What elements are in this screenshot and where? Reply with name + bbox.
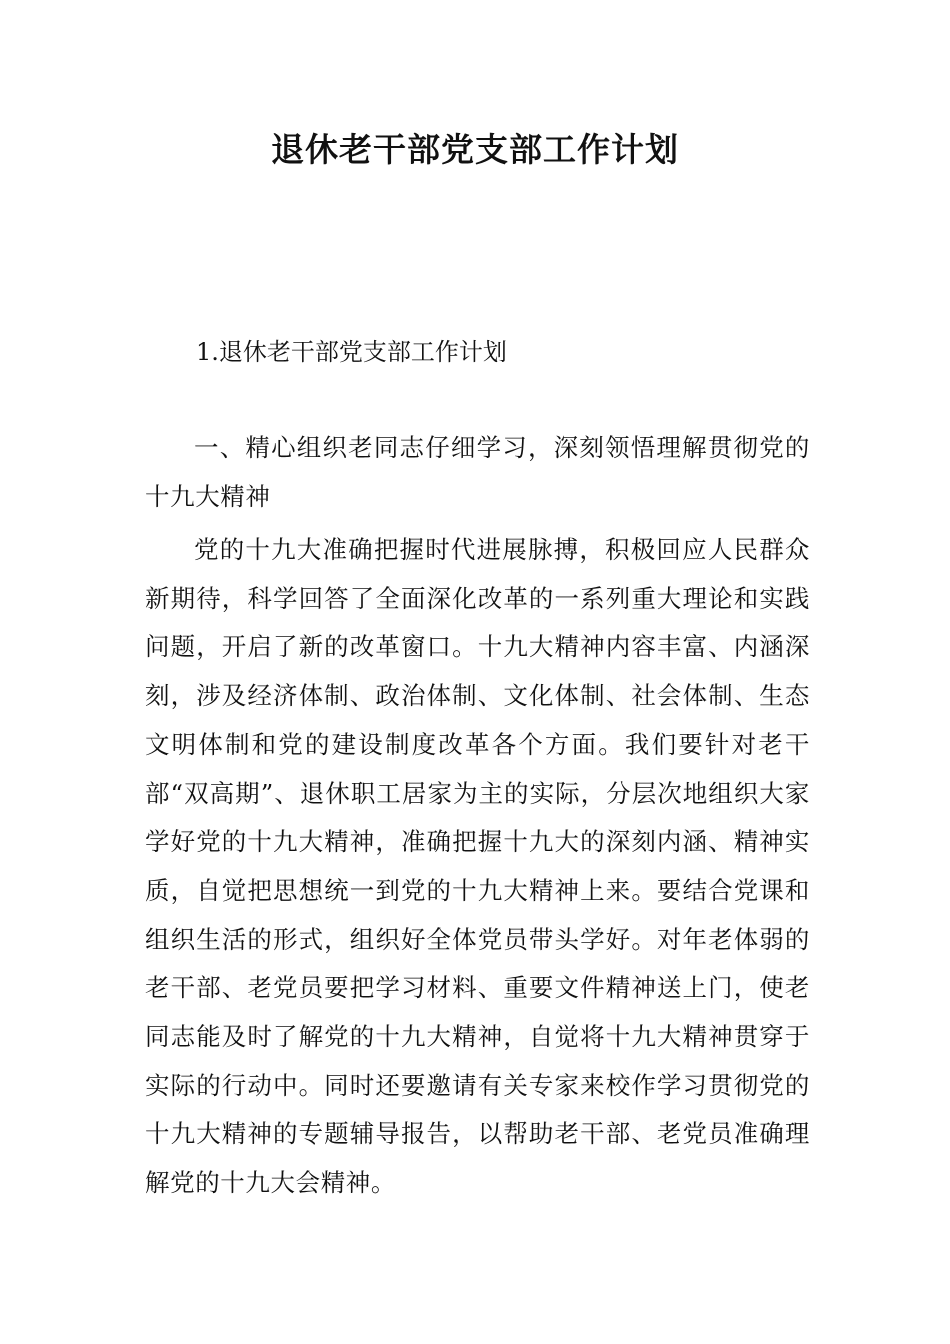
document-title: 退休老干部党支部工作计划 <box>271 130 679 169</box>
section-title: 1.退休老干部党支部工作计划 <box>196 338 507 366</box>
section-heading: 一、精心组织老同志仔细学习，深刻领悟理解贯彻党的十九大精神 <box>145 433 810 511</box>
body-paragraph: 党的十九大准确把握时代进展脉搏，积极回应人民群众新期待，科学回答了全面深化改革的一系列重大理论和实践问题，开启了新的改革窗口。十九大精神内容丰富、内涵深刻，涉及经济体制、政治体制、文化体制、社会体制、生态文明体制和党的建设制度改革各个方面。我们要针对老干部“双高期”、退休职工居家为主的实际，分层次地组织大家学好党的十九大精神，准确把握十九大的深刻内涵、精神实质，自觉把思想统一到党的十九大精神上来。要结合党课和组织生活的形式，组织好全体党员带头学好。对年老体弱的老干部、老党员要把学习材料、重要文件精神送上门，使老同志能及时了解党的十九大精神，自觉将十九大精神贯穿于实际的行动中。同时还要邀请有关专家来校作学习贯彻党的十九大精神的专题辅导报告，以帮助老干部、老党员准确理解党的十九大会精神。 <box>145 535 810 1198</box>
